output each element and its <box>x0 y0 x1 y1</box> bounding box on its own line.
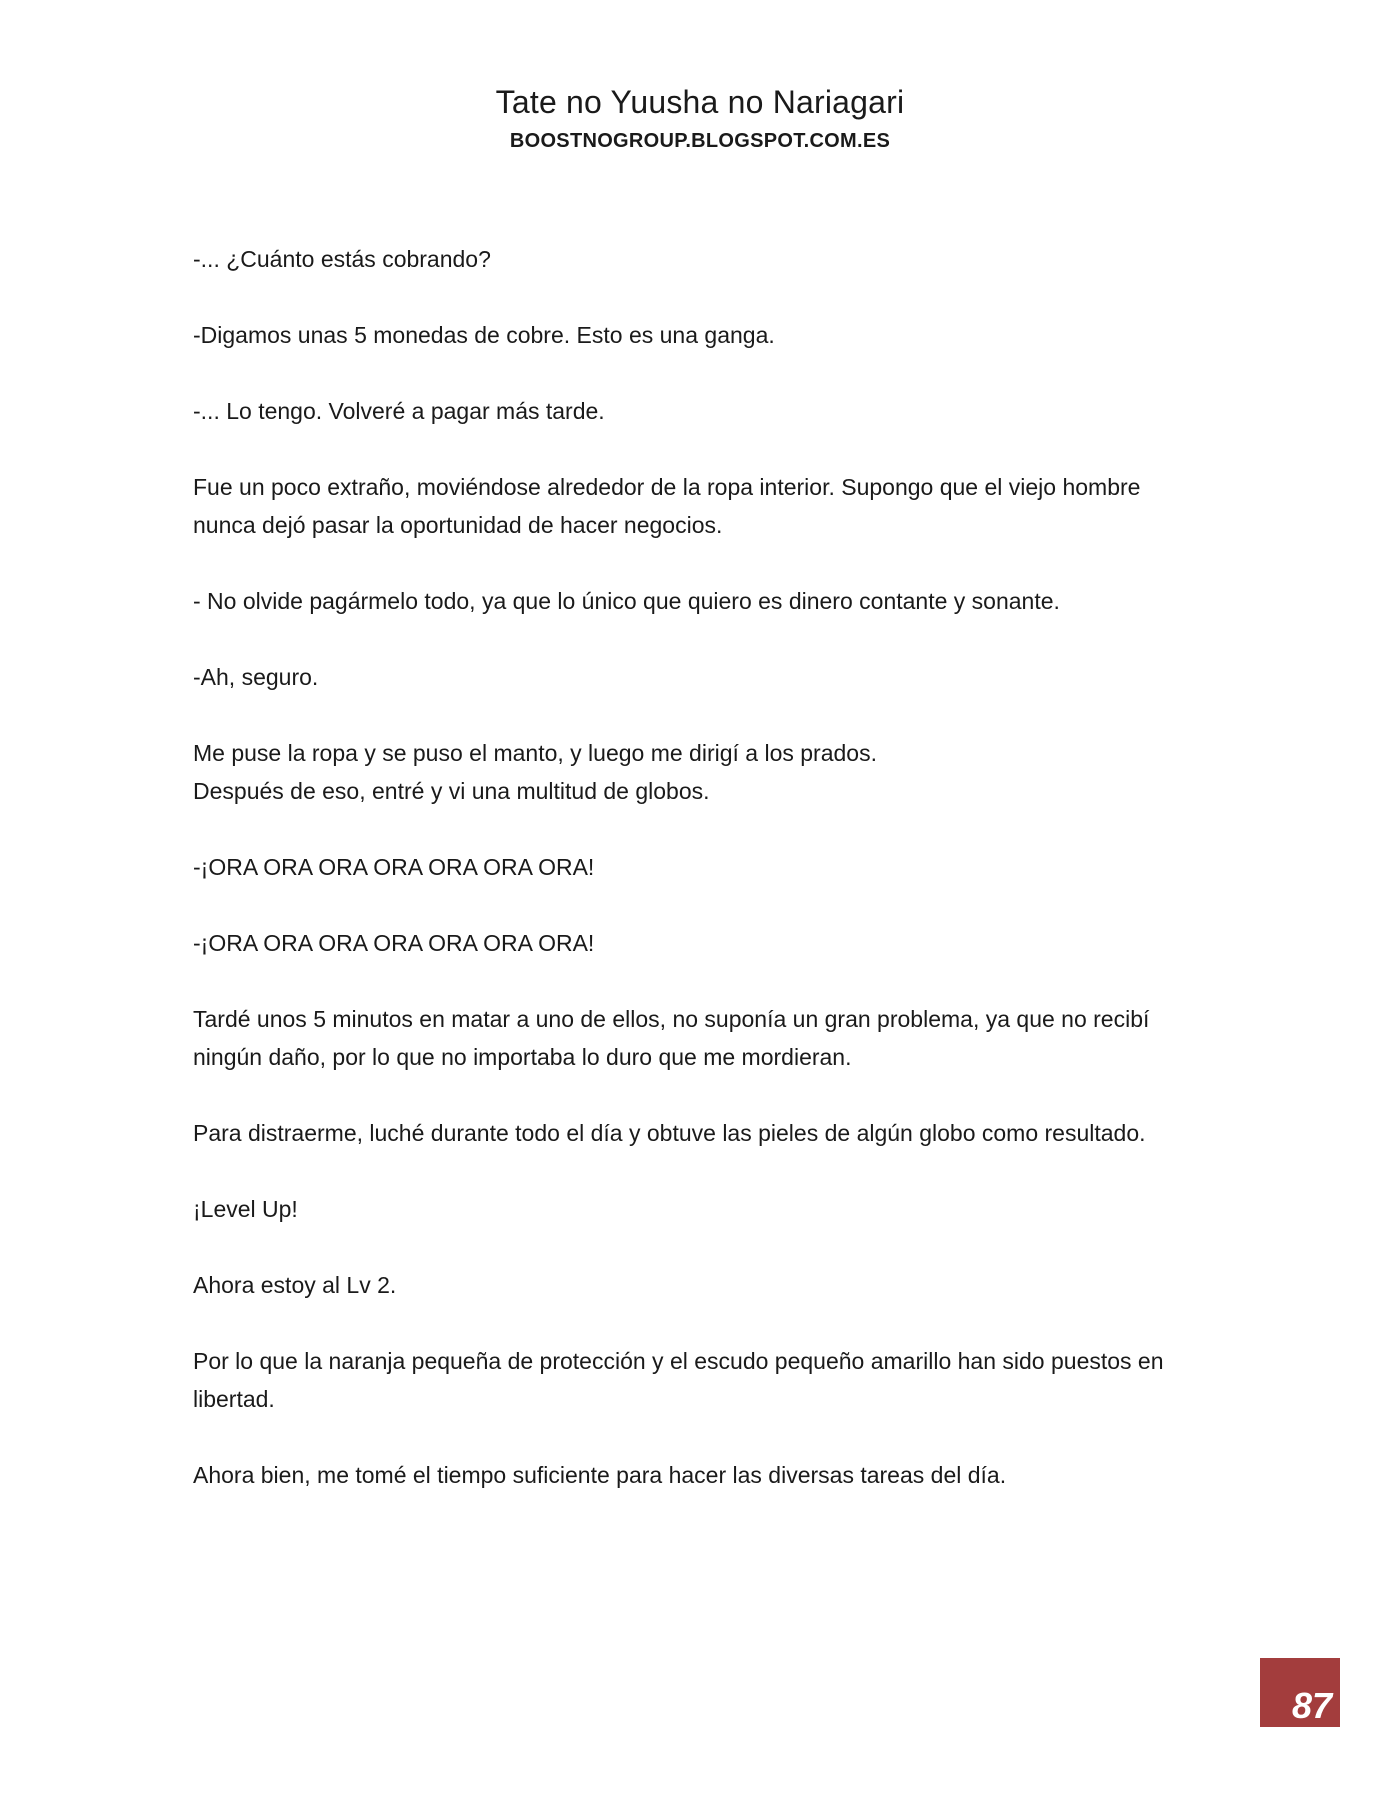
paragraph: Ahora bien, me tomé el tiempo suficiente para hacer las diversas tareas del día. <box>193 1462 1007 1488</box>
paragraph: Por lo que la naranja pequeña de protección y el escudo pequeño amarillo han sido puestos en libertad. <box>193 1348 1164 1412</box>
paragraph: Tardé unos 5 minutos en matar a uno de ellos, no suponía un gran problema, ya que no recibí ningún daño, por lo que no importaba lo duro que me mordieran. <box>193 1006 1150 1070</box>
paragraph: Ahora estoy al Lv 2. <box>193 1272 397 1298</box>
paragraph: -Ah, seguro. <box>193 664 319 690</box>
page-number-underline <box>1260 1727 1340 1730</box>
page-header <box>0 82 1400 154</box>
paragraph: Me puse la ropa y se puso el manto, y luego me dirigí a los prados. Después de eso, entré y vi una multitud de globos. <box>193 740 877 804</box>
site-url: BOOSTNOGROUP.BLOGSPOT.COM.ES <box>509 130 891 152</box>
body-text <box>193 240 1193 1532</box>
paragraph: ¡Level Up! <box>193 1196 298 1222</box>
page-number: 87 <box>1291 1685 1332 1726</box>
page-number-badge <box>1260 1658 1340 1728</box>
paragraph: -¡ORA ORA ORA ORA ORA ORA ORA! <box>193 930 595 956</box>
paragraph: -¡ORA ORA ORA ORA ORA ORA ORA! <box>193 854 595 880</box>
document-title: Tate no Yuusha no Nariagari <box>495 84 905 120</box>
paragraph: -... Lo tengo. Volveré a pagar más tarde. <box>193 398 605 424</box>
paragraph: Para distraerme, luché durante todo el día y obtuve las pieles de algún globo como resultado. <box>193 1120 1146 1146</box>
paragraph: -Digamos unas 5 monedas de cobre. Esto es una ganga. <box>193 322 775 348</box>
paragraph: Fue un poco extraño, moviéndose alrededor de la ropa interior. Supongo que el viejo hombre nunca dejó pasar la oportunidad de hacer negocios. <box>193 474 1141 538</box>
paragraph: -... ¿Cuánto estás cobrando? <box>193 246 491 272</box>
paragraph: - No olvide pagármelo todo, ya que lo único que quiero es dinero contante y sonante. <box>193 588 1060 614</box>
